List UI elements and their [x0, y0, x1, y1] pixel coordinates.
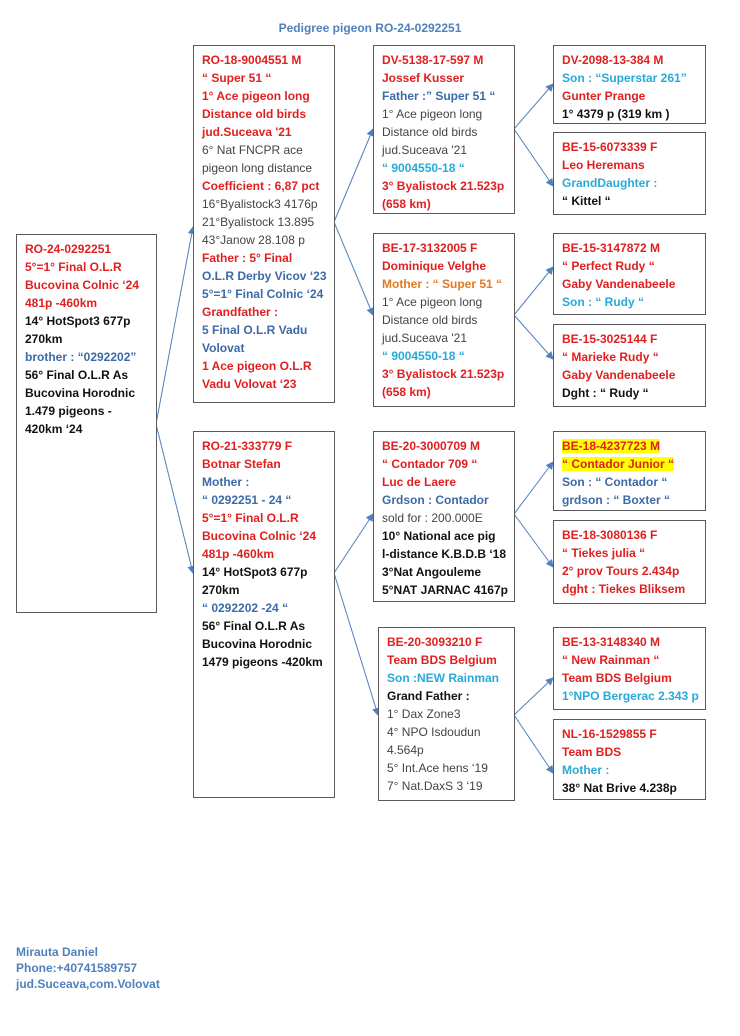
connector-dd-dds	[514, 678, 553, 715]
pedigree-line: Coefficient : 6,87 pct	[202, 179, 320, 193]
pedigree-line: “ Kittel “	[562, 194, 611, 208]
pedigree-line: Jossef Kusser	[382, 71, 465, 85]
pedigree-line: Bucovina Horodnic	[25, 386, 136, 400]
pedigree-line-row	[562, 761, 697, 779]
pedigree-line: jud.Suceava '21	[202, 125, 292, 139]
pedigree-line: Gunter Prange	[562, 89, 646, 103]
pedigree-line: 270km	[25, 332, 63, 346]
pedigree-line-row	[202, 563, 326, 581]
pedigree-line-row	[202, 339, 326, 357]
pedigree-line: “ 9004550-18 “	[382, 349, 465, 363]
pedigree-line: 43°Janow 28.108 p	[202, 233, 305, 247]
pedigree-line-row	[382, 365, 506, 383]
pedigree-line-row	[562, 526, 697, 544]
pedigree-line: 3° Byalistock 21.523p	[382, 179, 505, 193]
pedigree-line-row	[562, 138, 697, 156]
pedigree-line-row	[382, 105, 506, 123]
pedigree-line-row	[562, 455, 697, 473]
pedigree-line-row	[382, 473, 506, 491]
pedigree-line-row	[562, 348, 697, 366]
pedigree-line: Son :NEW Rainman	[387, 671, 500, 685]
pedigree-line: brother : “0292202”	[25, 350, 137, 364]
pedigree-line: “ Tiekes julia “	[562, 546, 646, 560]
pedigree-line-row	[382, 123, 506, 141]
pigeon-card-dsd	[553, 520, 706, 604]
pedigree-line-row	[562, 69, 697, 87]
pedigree-line-row	[382, 195, 506, 213]
pedigree-line-row	[562, 473, 697, 491]
pedigree-line-row	[202, 213, 326, 231]
pedigree-line: 6° Nat FNCPR ace	[202, 143, 303, 157]
pedigree-line: BE-20-3000709 M	[382, 439, 481, 453]
pedigree-line-row	[562, 174, 697, 192]
pedigree-line-row	[387, 651, 506, 669]
pedigree-line-row	[387, 759, 506, 777]
pedigree-line: sold for : 200.000E	[382, 511, 483, 525]
pedigree-line-row	[382, 141, 506, 159]
pedigree-line-row	[202, 653, 326, 671]
pedigree-line: BE-20-3093210 F	[387, 635, 483, 649]
pedigree-line-row	[562, 257, 697, 275]
pedigree-line-row	[202, 375, 326, 393]
pedigree-line-row	[382, 69, 506, 87]
pedigree-line: 270km	[202, 583, 240, 597]
pedigree-line: 5°=1° Final O.L.R	[202, 511, 299, 525]
pedigree-line: 4° NPO Isdoudun	[387, 725, 481, 739]
pedigree-line-row	[25, 384, 148, 402]
pedigree-line: Gaby Vandenabeele	[562, 368, 676, 382]
connector-subject-dam	[156, 424, 193, 573]
pedigree-line: BE-13-3148340 M	[562, 635, 661, 649]
pedigree-line: Gaby Vandenabeele	[562, 277, 676, 291]
pedigree-line-row	[382, 545, 506, 563]
pedigree-line-row	[382, 275, 506, 293]
pedigree-line-row	[202, 473, 326, 491]
pedigree-line-row	[387, 705, 506, 723]
pedigree-line-row	[202, 321, 326, 339]
pedigree-line: Bucovina Colnic ‘24	[25, 278, 140, 292]
pedigree-line: “ 0292251 - 24 “	[202, 493, 292, 507]
connector-ds-dsd	[514, 514, 553, 567]
pedigree-line-row	[202, 195, 326, 213]
pedigree-line-row	[382, 293, 506, 311]
pedigree-line-row	[387, 741, 506, 759]
pedigree-line-row	[387, 777, 506, 795]
pigeon-card-sire-dam	[373, 233, 515, 407]
pedigree-line-row	[202, 231, 326, 249]
pedigree-line: NL-16-1529855 F	[562, 727, 657, 741]
page-title: Pedigree pigeon RO-24-0292251	[278, 21, 462, 35]
pedigree-line-row	[562, 87, 697, 105]
pedigree-line-row	[562, 491, 697, 509]
pedigree-line: Son : “ Rudy “	[562, 295, 644, 309]
pedigree-line: Son : “Superstar 261”	[562, 71, 687, 85]
connector-ss-sss	[514, 84, 553, 129]
pedigree-line-row	[382, 491, 506, 509]
owner-contact	[16, 944, 160, 992]
pedigree-line-row	[202, 509, 326, 527]
pigeon-card-dam-dam	[378, 627, 515, 801]
pigeon-card-sdd	[553, 324, 706, 407]
pedigree-line-row	[382, 87, 506, 105]
pedigree-line: “ Perfect Rudy “	[562, 259, 655, 273]
pedigree-line-row	[382, 383, 506, 401]
pedigree-line-row	[387, 633, 506, 651]
pedigree-line-row	[202, 141, 326, 159]
pedigree-line-row	[562, 51, 697, 69]
pedigree-line-row	[387, 723, 506, 741]
pedigree-line-row	[562, 669, 697, 687]
pedigree-line: 4.564p	[387, 743, 424, 757]
pedigree-line-row	[382, 563, 506, 581]
pedigree-line: 5°NAT JARNAC 4167p	[382, 583, 508, 597]
pedigree-line: 1°NPO Bergerac 2.343 p	[562, 689, 699, 703]
pedigree-line-row	[202, 303, 326, 321]
pigeon-card-sire-sire	[373, 45, 515, 214]
pedigree-line-row	[202, 159, 326, 177]
pedigree-line-row	[562, 651, 697, 669]
pedigree-line-row	[382, 509, 506, 527]
pigeon-card-sire	[193, 45, 335, 403]
pedigree-line-row	[382, 581, 506, 599]
pedigree-line-row	[25, 402, 148, 420]
pedigree-line-row	[202, 69, 326, 87]
pedigree-line: Botnar Stefan	[202, 457, 281, 471]
pedigree-line: 21°Byalistock 13.895	[202, 215, 315, 229]
pedigree-line: “ Super 51 “	[202, 71, 272, 85]
pedigree-line: 1479 pigeons -420km	[202, 655, 323, 669]
pedigree-line-row	[387, 669, 506, 687]
connector-sd-sdd	[514, 315, 553, 359]
pedigree-line-row	[202, 357, 326, 375]
pedigree-line: jud.Suceava '21	[382, 143, 468, 157]
owner-phone: Phone:+40741589757	[16, 961, 138, 975]
pedigree-line: Bucovina Horodnic	[202, 637, 313, 651]
pedigree-line: Grdson : Contador	[382, 493, 489, 507]
pedigree-line: (658 km)	[382, 197, 431, 211]
pedigree-line-row	[202, 455, 326, 473]
pigeon-card-dds	[553, 627, 706, 710]
pedigree-line-row	[25, 348, 148, 366]
pedigree-line: grdson : “ Boxter “	[562, 493, 671, 507]
pedigree-line: 3° Byalistock 21.523p	[382, 367, 505, 381]
pedigree-line-row	[562, 293, 697, 311]
pedigree-line: 3°Nat Angouleme	[382, 565, 482, 579]
pigeon-card-dam-sire	[373, 431, 515, 602]
pedigree-line: Mother : “ Super 51 “	[382, 277, 503, 291]
pedigree-line: dght : Tiekes Bliksem	[562, 582, 686, 596]
pedigree-line-row	[25, 240, 148, 258]
pedigree-line-row	[562, 275, 697, 293]
pedigree-line: “ Marieke Rudy “	[562, 350, 659, 364]
connector-dam-ds	[334, 514, 373, 573]
pedigree-line: RO-24-0292251	[25, 242, 112, 256]
pedigree-line-row	[202, 635, 326, 653]
connector-sire-ss	[334, 129, 373, 222]
pedigree-line-row	[202, 87, 326, 105]
pedigree-line-row	[25, 276, 148, 294]
owner-name: Mirauta Daniel	[16, 945, 99, 959]
connector-subject-sire	[156, 227, 193, 424]
pigeon-card-ssd	[553, 132, 706, 215]
pedigree-line: “ Contador 709 “	[382, 457, 478, 471]
pedigree-line: BE-15-6073339 F	[562, 140, 658, 154]
pedigree-line: Team BDS Belgium	[387, 653, 497, 667]
pedigree-line-row	[202, 249, 326, 267]
pedigree-line: 38° Nat Brive 4.238p	[562, 781, 677, 795]
pedigree-line-row	[562, 437, 697, 455]
pedigree-line: 1.479 pigeons -	[25, 404, 112, 418]
pedigree-line: l-distance K.B.D.B ‘18	[382, 547, 507, 561]
pedigree-line: Grandfather :	[202, 305, 279, 319]
pigeon-card-sss	[553, 45, 706, 124]
pedigree-line-row	[562, 743, 697, 761]
pedigree-line-row	[382, 527, 506, 545]
pedigree-line: 5°=1° Final O.L.R	[25, 260, 122, 274]
connector-dam-dd	[334, 573, 378, 715]
pedigree-line: pigeon long distance	[202, 161, 313, 175]
pedigree-line-row	[202, 51, 326, 69]
pedigree-line-row	[562, 562, 697, 580]
pedigree-line: BE-18-3080136 F	[562, 528, 658, 542]
pedigree-line: Dght : “ Rudy “	[562, 386, 649, 400]
pedigree-line: Vadu Volovat ‘23	[202, 377, 297, 391]
pedigree-line: 5° Int.Ace hens ‘19	[387, 761, 488, 775]
pedigree-line: Grand Father :	[387, 689, 470, 703]
pedigree-line-row	[562, 330, 697, 348]
pedigree-line: Distance old birds	[202, 107, 307, 121]
pedigree-line: (658 km)	[382, 385, 431, 399]
pedigree-line: Volovat	[202, 341, 245, 355]
pedigree-line: 481p -460km	[202, 547, 275, 561]
pedigree-line: Team BDS	[562, 745, 622, 759]
pedigree-line: 14° HotSpot3 677p	[202, 565, 308, 579]
pedigree-line: 1° Dax Zone3	[387, 707, 461, 721]
pedigree-line-row	[382, 347, 506, 365]
pedigree-line-row	[387, 687, 506, 705]
pedigree-line-row	[382, 239, 506, 257]
pedigree-line: 5°=1° Final Colnic ‘24	[202, 287, 324, 301]
pedigree-line: Luc de Laere	[382, 475, 457, 489]
pedigree-line-row	[202, 599, 326, 617]
pedigree-line: Mother :	[202, 475, 250, 489]
pedigree-line: 56° Final O.L.R As	[25, 368, 129, 382]
pedigree-line: 7° Nat.DaxS 3 ‘19	[387, 779, 483, 793]
pedigree-line-row	[382, 311, 506, 329]
pedigree-line: 2° prov Tours 2.434p	[562, 564, 680, 578]
pedigree-line-row	[562, 366, 697, 384]
pedigree-line: 14° HotSpot3 677p	[25, 314, 131, 328]
pedigree-line-row	[202, 437, 326, 455]
pedigree-line-row	[202, 545, 326, 563]
pedigree-line: 16°Byalistock3 4176p	[202, 197, 318, 211]
pedigree-line: O.L.R Derby Vicov ‘23	[202, 269, 327, 283]
pedigree-line: 1° Ace pigeon long	[382, 295, 483, 309]
pedigree-line-row	[562, 105, 697, 123]
connector-ds-dss	[514, 462, 553, 514]
pedigree-line: Dominique Velghe	[382, 259, 487, 273]
pedigree-line: 420km ‘24	[25, 422, 83, 436]
pedigree-line: 10° National ace pig	[382, 529, 496, 543]
pedigree-line-row	[202, 581, 326, 599]
pedigree-line: BE-18-4237723 M	[562, 439, 661, 453]
pedigree-line-row	[25, 294, 148, 312]
owner-location: jud.Suceava,com.Volovat	[16, 977, 160, 991]
pedigree-line-row	[382, 257, 506, 275]
pigeon-card-dss	[553, 431, 706, 511]
pedigree-line-row	[382, 329, 506, 347]
pedigree-line: DV-5138-17-597 M	[382, 53, 484, 67]
pedigree-line: BE-15-3025144 F	[562, 332, 658, 346]
pedigree-line-row	[562, 687, 697, 705]
pedigree-line: 5 Final O.L.R Vadu	[202, 323, 308, 337]
pedigree-line-row	[382, 177, 506, 195]
pedigree-line: Father :” Super 51 “	[382, 89, 496, 103]
pigeon-card-dam	[193, 431, 335, 798]
pigeon-card-subject	[16, 234, 157, 613]
pedigree-line-row	[562, 633, 697, 651]
pedigree-line: 481p -460km	[25, 296, 98, 310]
pedigree-line-row	[382, 159, 506, 177]
pedigree-line: 1° Ace pigeon long	[382, 107, 483, 121]
pedigree-line: Son : “ Contador “	[562, 475, 668, 489]
pedigree-line-row	[202, 285, 326, 303]
pedigree-line: jud.Suceava '21	[382, 331, 468, 345]
pedigree-line: 56° Final O.L.R As	[202, 619, 306, 633]
pedigree-line: 1° 4379 p (319 km )	[562, 107, 670, 121]
pigeon-card-sds	[553, 233, 706, 315]
pedigree-line-row	[562, 192, 697, 210]
pedigree-line-row	[202, 267, 326, 285]
pedigree-line-row	[25, 312, 148, 330]
pigeon-card-ddd	[553, 719, 706, 800]
connector-ss-ssd	[514, 129, 553, 186]
pedigree-line: BE-17-3132005 F	[382, 241, 478, 255]
pedigree-line: Distance old birds	[382, 313, 478, 327]
pedigree-line-row	[202, 123, 326, 141]
pedigree-line-row	[562, 779, 697, 797]
pedigree-line: Leo Heremans	[562, 158, 645, 172]
pedigree-line: Father : 5° Final	[202, 251, 293, 265]
pedigree-line-row	[562, 384, 697, 402]
pedigree-line: Bucovina Colnic ‘24	[202, 529, 317, 543]
pedigree-line-row	[382, 455, 506, 473]
connector-sire-sd	[334, 222, 373, 315]
pedigree-line-row	[202, 491, 326, 509]
connector-sd-sds	[514, 267, 553, 315]
pedigree-line-row	[562, 544, 697, 562]
pedigree-line: “ Contador Junior “	[562, 457, 674, 471]
pedigree-line-row	[382, 51, 506, 69]
pedigree-line: RO-21-333779 F	[202, 439, 293, 453]
pedigree-line-row	[562, 239, 697, 257]
pedigree-line: 1 Ace pigeon O.L.R	[202, 359, 312, 373]
pedigree-line-row	[382, 437, 506, 455]
pedigree-line-row	[202, 177, 326, 195]
pedigree-line: RO-18-9004551 M	[202, 53, 302, 67]
pedigree-line: DV-2098-13-384 M	[562, 53, 664, 67]
pedigree-line: “ New Rainman “	[562, 653, 660, 667]
pedigree-line-row	[25, 366, 148, 384]
pedigree-line-row	[202, 105, 326, 123]
pedigree-line: Distance old birds	[382, 125, 478, 139]
pedigree-line: “ 0292202 -24 “	[202, 601, 289, 615]
pedigree-line-row	[202, 527, 326, 545]
pedigree-line: 1° Ace pigeon long	[202, 89, 310, 103]
pedigree-line-row	[25, 258, 148, 276]
pedigree-line: “ 9004550-18 “	[382, 161, 465, 175]
pedigree-line-row	[202, 617, 326, 635]
pedigree-line: Team BDS Belgium	[562, 671, 672, 685]
pedigree-line: BE-15-3147872 M	[562, 241, 661, 255]
connector-dd-ddd	[514, 715, 553, 773]
pedigree-line-row	[562, 725, 697, 743]
pedigree-line-row	[25, 420, 148, 438]
pedigree-line: GrandDaughter :	[562, 176, 658, 190]
pedigree-line-row	[562, 580, 697, 598]
pedigree-line-row	[562, 156, 697, 174]
pedigree-line: Mother :	[562, 763, 610, 777]
pedigree-line-row	[25, 330, 148, 348]
